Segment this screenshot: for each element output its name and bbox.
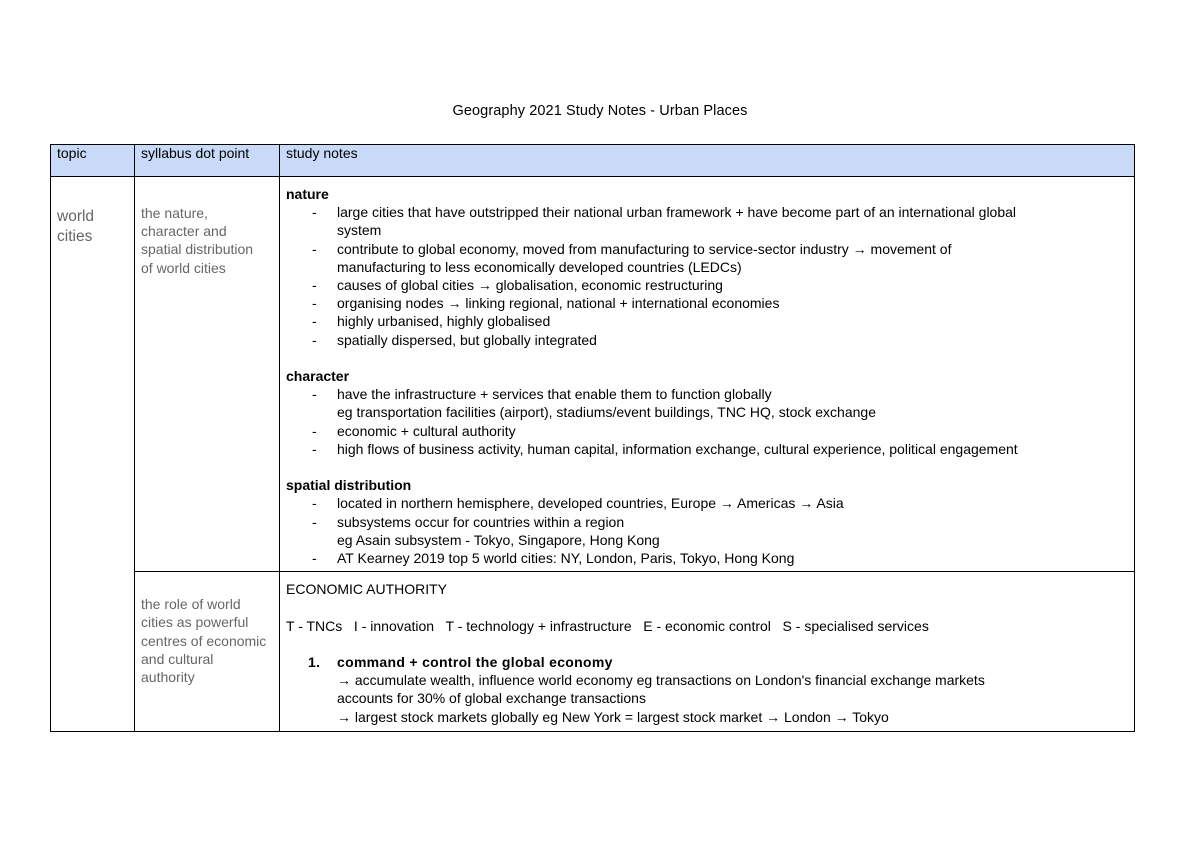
list-item: - organising nodes → linking regional, national + international economies [312, 295, 780, 312]
list-item: - causes of global cities → globalisation, economic restructuring [312, 277, 723, 294]
study-notes-cell [280, 177, 1135, 572]
bullet-dash: - [312, 440, 317, 457]
list-item: - spatially dispersed, but globally integrated [312, 331, 597, 348]
document-title: Geography 2021 Study Notes - Urban Places [452, 103, 748, 119]
syllabus-line: centres of economic [141, 632, 267, 649]
table-header-row [51, 145, 1135, 177]
list-item: - large cities that have outstripped their national urban framework + have become part of an international global [312, 204, 1017, 221]
list-item-continuation: manufacturing to less economically developed countries (LEDCs) [337, 258, 742, 275]
topic-cell [51, 177, 135, 732]
list-item-continuation: eg Asain subsystem - Tokyo, Singapore, Hong Kong [337, 531, 660, 548]
acronym-line: T - TNCs I - innovation T - technology + infrastructure E - economic control S - specialised services [286, 617, 929, 634]
item-detail-line: accounts for 30% of global exchange transactions [337, 690, 646, 707]
section-heading-character: character [286, 368, 350, 385]
syllabus-line: spatial distribution [141, 241, 254, 258]
item-number: 1. [308, 654, 321, 671]
study-notes-table [50, 144, 1135, 732]
syllabus-line: of world cities [141, 259, 226, 276]
section-heading-economic-authority: ECONOMIC AUTHORITY [286, 581, 448, 598]
bullet-dash: - [312, 495, 317, 512]
syllabus-line: cities as powerful [141, 614, 249, 631]
header-topic: topic [51, 145, 135, 177]
bullet-dash: - [312, 422, 317, 439]
syllabus-cell [135, 177, 280, 572]
bullet-dash: - [312, 295, 317, 312]
syllabus-line: authority [141, 669, 195, 686]
section-heading-spatial-distribution: spatial distribution [286, 477, 412, 494]
list-item: - subsystems occur for countries within a region [312, 513, 625, 530]
bullet-dash: - [312, 204, 317, 221]
item-title: command + control the global economy [337, 654, 613, 671]
list-item: - high flows of business activity, human capital, information exchange, cultural experience, political engagement [312, 440, 1018, 457]
list-item: - located in northern hemisphere, developed countries, Europe → Americas → Asia [312, 495, 844, 512]
list-item: - AT Kearney 2019 top 5 world cities: NY, London, Paris, Tokyo, Hong Kong [312, 550, 795, 567]
header-study-notes: study notes [280, 145, 1135, 177]
bullet-dash: - [312, 313, 317, 330]
bullet-dash: - [312, 550, 317, 567]
list-item: - economic + cultural authority [312, 422, 516, 439]
study-notes-cell [280, 572, 1135, 732]
table-row [51, 572, 1135, 732]
bullet-dash: - [312, 513, 317, 530]
list-item: - highly urbanised, highly globalised [312, 313, 551, 330]
bullet-dash: - [312, 331, 317, 348]
bullet-dash: - [312, 277, 317, 294]
item-detail-line: → largest stock markets globally eg New York = largest stock market → London → Tokyo [337, 708, 889, 725]
bullet-dash: - [312, 240, 317, 257]
bullet-dash: - [312, 386, 317, 403]
syllabus-line: the role of world [141, 596, 241, 613]
topic-line: world [57, 208, 95, 225]
list-item-continuation: system [337, 222, 382, 239]
numbered-item [286, 653, 1128, 671]
list-item: - have the infrastructure + services that enable them to function globally [312, 386, 772, 403]
topic-line: cities [57, 228, 93, 245]
syllabus-line: the nature, [141, 205, 208, 221]
item-detail-line: → accumulate wealth, influence world economy eg transactions on London's financial exchange markets [337, 672, 985, 689]
list-item-continuation: eg transportation facilities (airport), stadiums/event buildings, TNC HQ, stock exchange [337, 404, 876, 421]
syllabus-line: and cultural [141, 650, 214, 667]
table-row [51, 177, 1135, 572]
syllabus-cell [135, 572, 280, 732]
list-item: - contribute to global economy, moved from manufacturing to service-sector industry → movement of [312, 240, 952, 257]
section-heading-nature: nature [286, 186, 329, 202]
syllabus-line: character and [141, 223, 227, 240]
header-syllabus: syllabus dot point [135, 145, 280, 177]
